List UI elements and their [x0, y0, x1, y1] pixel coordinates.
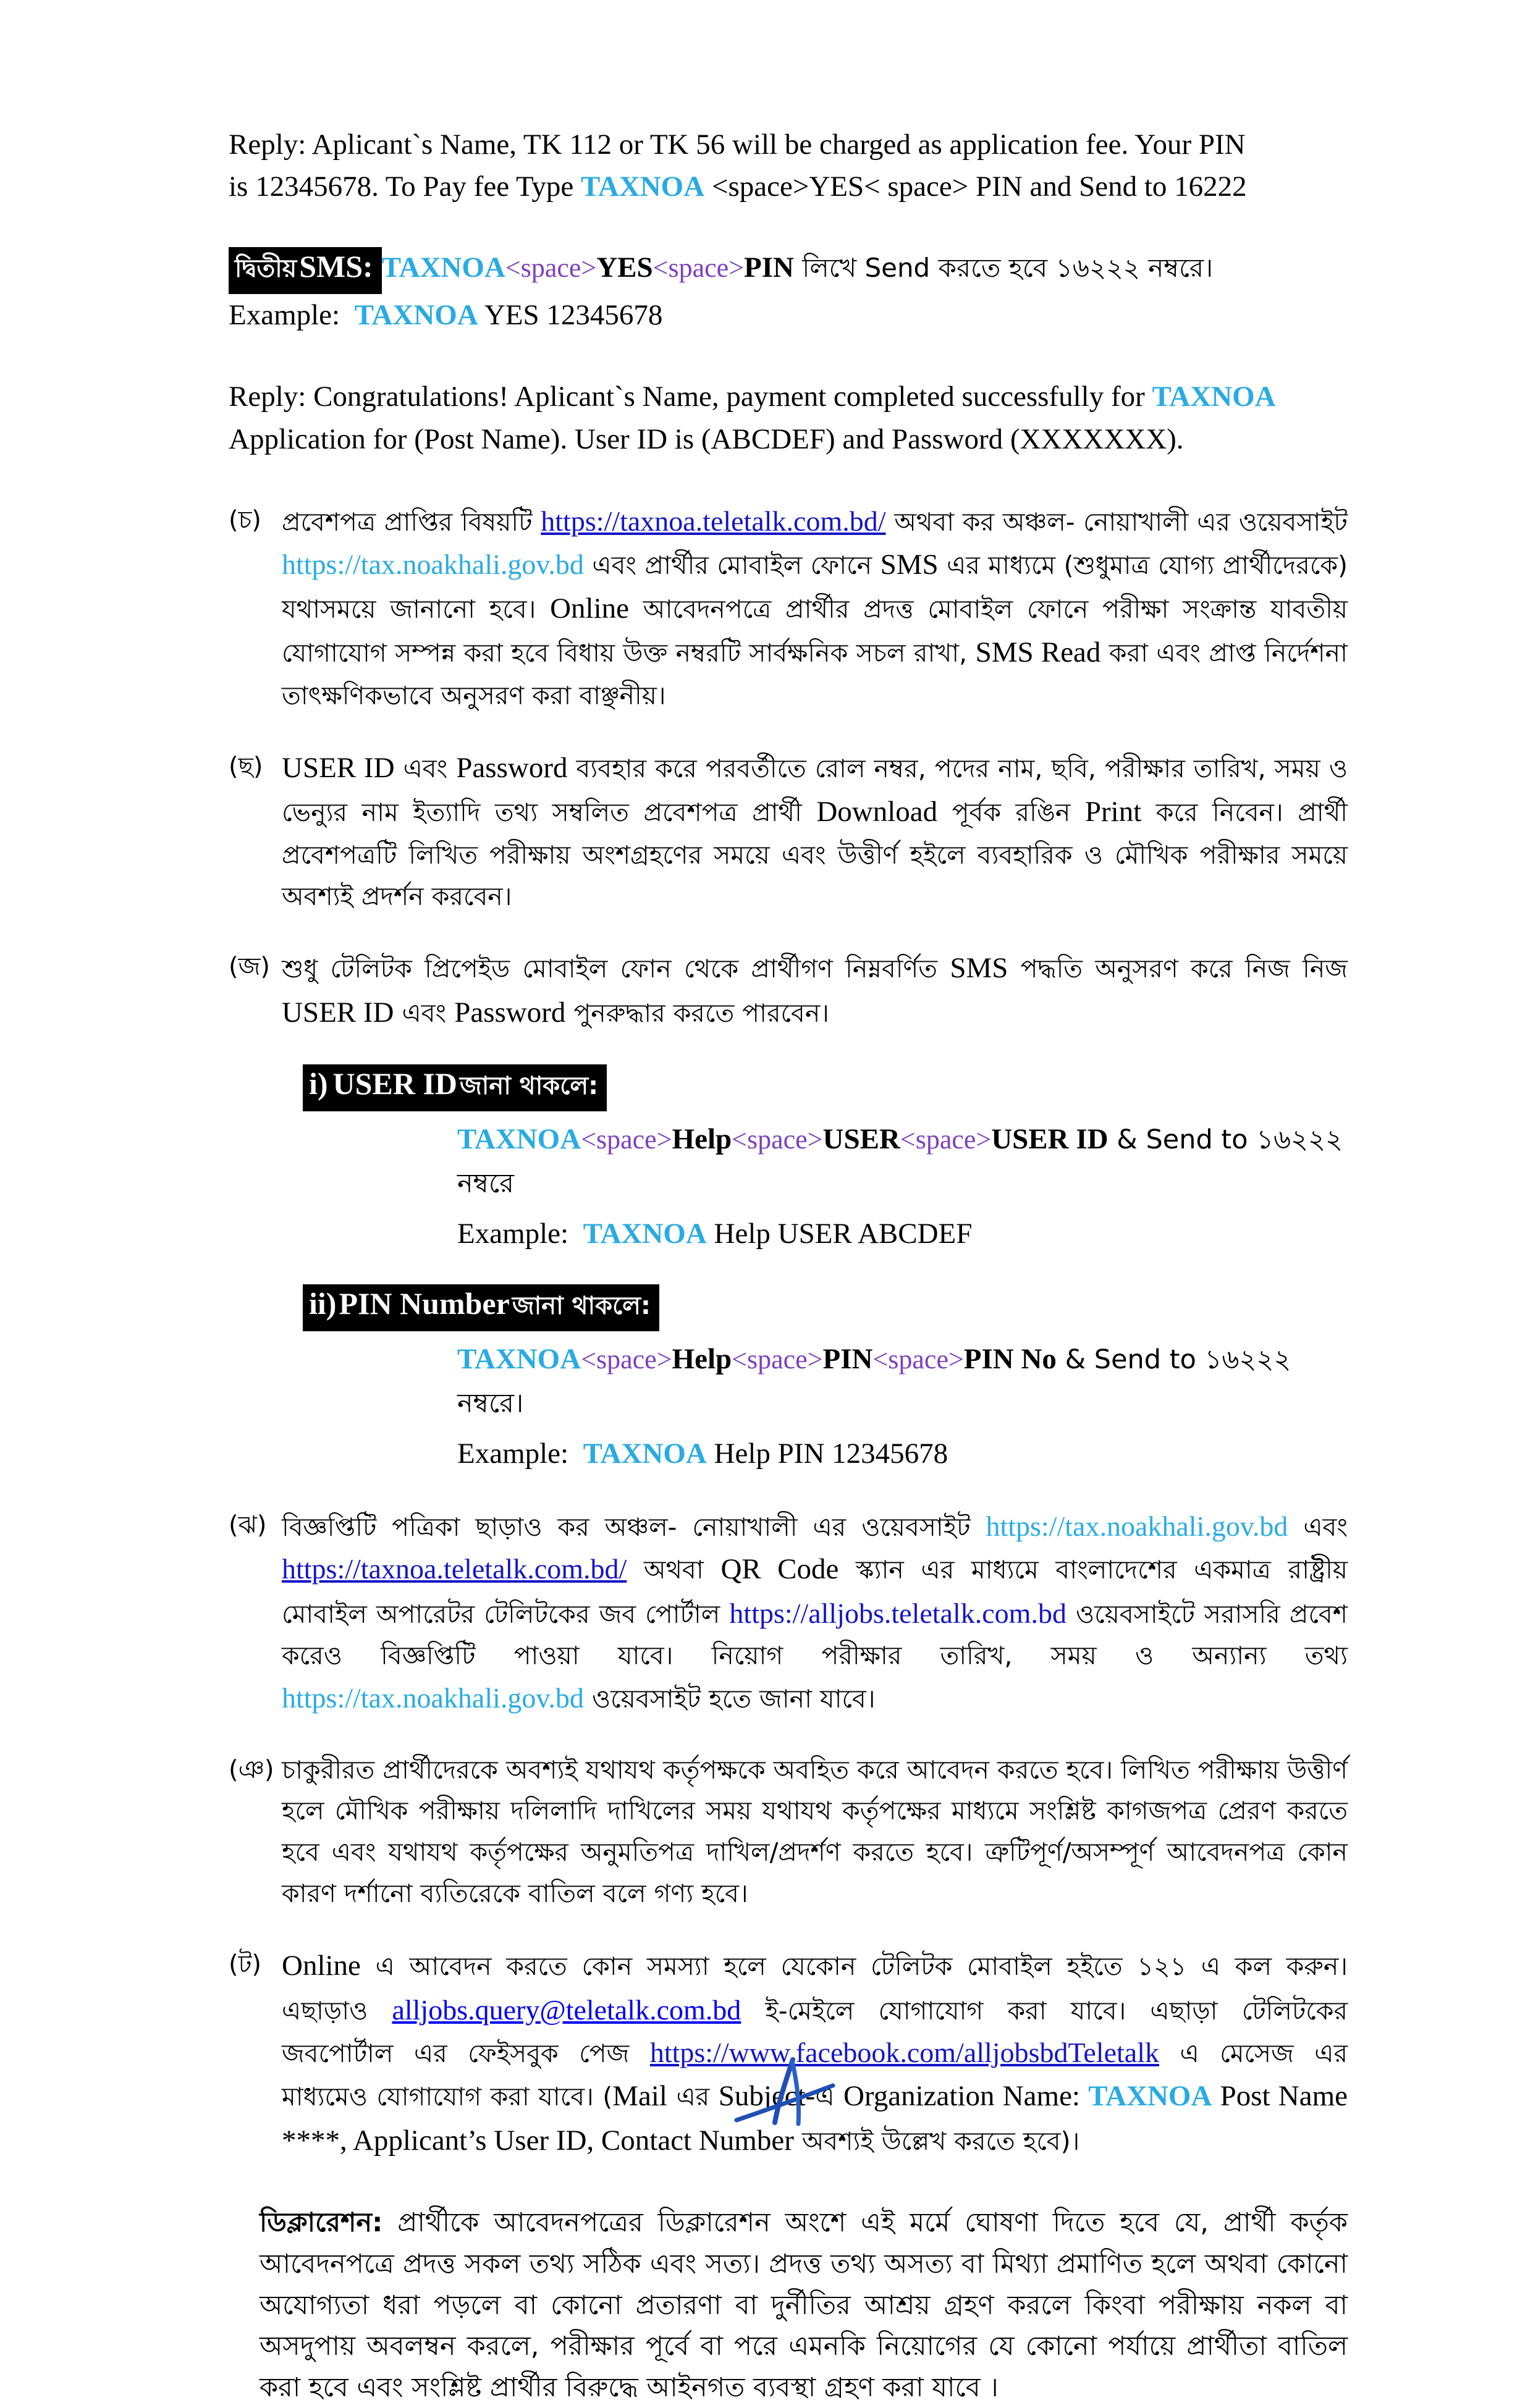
brand-taxnoa: TAXNOA — [581, 170, 705, 203]
text-bengali: ওয়েবসাইটে সরাসরি প্রবেশ করেও বিজ্ঞপ্তিটি পাওয়া যাবে। নিয়োগ পরীক্ষার তারিখ, সময় ও অন্যান্য তথ্য — [282, 1599, 1348, 1670]
paragraph-item — [229, 1749, 1348, 1915]
text-english: Password — [456, 751, 568, 784]
paragraph-item — [229, 746, 1348, 917]
recovery-user-id-user-keyword: USER — [822, 1123, 900, 1156]
top-reply-line-2 — [229, 166, 1348, 208]
hyperlink[interactable]: https://taxnoa.teletalk.com.bd/ — [541, 505, 886, 537]
paragraph-marker: (জ) — [229, 953, 270, 982]
payment-reply-line-1-prefix: Reply: Congratulations! Aplicant`s Name, payment completed successfully for — [229, 381, 1152, 413]
recovery-user-id-highlight — [303, 1064, 607, 1111]
second-sms-label-bn: দ্বিতীয় — [235, 255, 297, 284]
recovery-pin-number-space-2: <space> — [732, 1344, 823, 1375]
recovery-pin-number-pin-keyword: PIN — [822, 1343, 873, 1376]
text-bengali: অথবা — [627, 1555, 721, 1585]
text-english: Subject- — [718, 2080, 816, 2113]
payment-reply-brand: TAXNOA — [1152, 381, 1276, 413]
paragraph-group-1 — [229, 500, 1348, 1035]
text-english: Mail — [612, 2080, 667, 2113]
hyperlink[interactable]: https://tax.noakhali.gov.bd — [282, 548, 584, 580]
recovery-pin-number-brand: TAXNOA — [457, 1343, 581, 1376]
text-bengali: ওয়েবসাইট হতে জানা যাবে। — [583, 1683, 876, 1714]
hyperlink[interactable]: https://tax.noakhali.gov.bd — [986, 1510, 1288, 1542]
text-bengali: পদ্ধতি অনুসরণ করে নিজ নিজ — [1008, 954, 1348, 984]
text-bengali: করে নিবেন। প্রার্থী প্রবেশপত্রটি লিখিত পরীক্ষায় অংশগ্রহণের সময়ে এবং উত্তীর্ণ হইলে ব্যবহারিক ও মৌখিক পরীক্ষার সময়ে অবশ্যই প্রদর্শন করবেন। — [282, 798, 1348, 911]
recovery-user-id-tail: & Send to ১৬২২২ নম্বরে — [457, 1124, 1343, 1200]
text-bengali: এ মেসেজ এর মাধ্যমেও যোগাযোগ করা যাবে। ( — [282, 2039, 1348, 2112]
payment-reply-block — [229, 376, 1348, 460]
top-reply-line-1: Reply: Aplicant`s Name, TK 112 or TK 56 will be charged as application fee. Your PIN — [229, 128, 1246, 161]
text-bengali: এ আবেদন করতে কোন সমস্যা হলে যেকোন টেলিটক মোবাইল হইতে ১২১ এ কল করুন। এছাড়াও — [282, 1951, 1348, 2026]
recovery-user-id-example-brand: TAXNOA — [583, 1218, 707, 1250]
second-sms-label-en: SMS: — [299, 249, 373, 284]
payment-reply-line-2: Application for (Post Name). User ID is (ABCDEF) and Password (XXXXXXX). — [229, 423, 1184, 455]
paragraph-marker: (ছ) — [229, 752, 263, 781]
text-bengali: আবেদনপত্রে প্রার্থীর প্রদত্ত মোবাইল ফোনে পরীক্ষা সংক্রান্ত যাবতীয় যোগাযোগ সম্পন্ন করা হবে বিধায় উক্ত নম্বরটি সার্বক্ষনিক সচল রাখা, — [282, 594, 1348, 668]
page-signature-mark — [729, 2051, 840, 2137]
second-sms-example-row — [229, 294, 1348, 336]
recovery-user-id-brand: TAXNOA — [457, 1123, 581, 1156]
text-english: USER ID — [282, 996, 394, 1029]
recovery-pin-number-number: ii) — [309, 1286, 337, 1321]
payment-reply-line-1 — [229, 376, 1348, 418]
recovery-pin-number-title-en: PIN Number — [339, 1286, 510, 1321]
recovery-pin-number-example-brand: TAXNOA — [583, 1438, 707, 1470]
declaration-label: ডিক্লারেশন: — [260, 2207, 383, 2239]
text-bengali: শুধু টেলিটক প্রিপেইড মোবাইল ফোন থেকে প্রার্থীগণ নিম্নবর্ণিত — [282, 954, 950, 984]
recovery-user-id-syntax-line — [457, 1120, 1348, 1208]
recovery-user-id-title-bn: জানা থাকলে: — [460, 1072, 599, 1101]
recovery-pin-number-syntax-line — [457, 1340, 1348, 1428]
text-english: Print — [1084, 796, 1142, 828]
second-sms-example-rest: YES 12345678 — [484, 299, 663, 332]
paragraph-body — [282, 946, 1348, 1035]
text-english: Password — [454, 996, 566, 1029]
paragraph-item — [229, 946, 1348, 1035]
text-english: SMS — [880, 548, 939, 581]
top-reply-line-2-prefix: is 12345678. To Pay fee Type — [229, 170, 581, 203]
recovery-pin-number-block — [303, 1284, 1348, 1475]
text-bengali: এ — [815, 2082, 844, 2112]
recovery-user-id-title-en: USER ID — [332, 1066, 457, 1101]
text-english: Post Name ****, Applicant’s User ID, Contact Number — [282, 2080, 1348, 2157]
recovery-pin-number-title-bn: জানা থাকলে: — [512, 1292, 651, 1321]
top-reply-block — [229, 124, 1348, 208]
paragraph-body — [282, 1749, 1348, 1915]
text-english: Online — [550, 592, 629, 625]
recovery-user-id-number: i) — [309, 1066, 328, 1101]
text-bengali: এবং — [1288, 1512, 1348, 1542]
text-english: QR Code — [720, 1553, 839, 1586]
text-english: SMS Read — [975, 636, 1101, 669]
second-sms-space-token-1: <space> — [505, 253, 597, 284]
hyperlink[interactable]: https://taxnoa.teletalk.com.bd/ — [282, 1553, 627, 1585]
hyperlink[interactable]: https://alljobs.teletalk.com.bd — [729, 1597, 1066, 1629]
text-bengali: অথবা কর অঞ্চল- নোয়াখালী এর ওয়েবসাইট — [885, 507, 1348, 537]
paragraph-body — [282, 500, 1348, 717]
text-english: Online — [282, 1950, 361, 1982]
recovery-user-id-example-rest: Help USER ABCDEF — [714, 1218, 973, 1250]
second-sms-header-row — [229, 247, 1348, 294]
paragraph-marker: (ট) — [229, 1950, 262, 1979]
recovery-pin-number-header-row — [303, 1284, 1348, 1331]
top-reply-line-2-suffix: <space>YES< space> PIN and Send to 16222 — [704, 170, 1247, 203]
second-sms-example-label: Example: — [229, 299, 340, 332]
recovery-pin-number-help-keyword: Help — [672, 1343, 732, 1376]
text-bengali: অবশ্যই উল্লেখ করতে হবে)। — [793, 2126, 1080, 2156]
text-bengali: চাকুরীরত প্রার্থীদেরকে অবশ্যই যথাযথ কর্তৃপক্ষকে অবহিত করে আবেদন করতে হবে। লিখিত পরীক্ষায় উত্তীর্ণ হলে মৌখিক পরীক্ষায় দলিলাদি দাখিলের সময় যথাযথ কর্তৃপক্ষের মাধ্যমে সংশ্লিষ্ট কাগজপত্র প্রেরণ করতে হবে এবং যথাযথ কর্তৃপক্ষের অনুমতিপত্র দাখিল/প্রদর্শণ করতে হবে। ত্রুটিপূর্ণ/অসম্পূর্ণ আবেদনপত্র কোন কারণ দর্শানো ব্যতিরেকে বাতিল বলে গণ্য হবে। — [282, 1754, 1348, 1909]
recovery-user-id-header-row — [303, 1064, 1348, 1111]
recovery-pin-number-highlight — [303, 1284, 659, 1331]
text-bengali: এবং — [394, 753, 457, 783]
recovery-pin-number-space-1: <space> — [581, 1344, 672, 1375]
text-bengali: এর — [667, 2082, 719, 2112]
recovery-pin-number-example-label: Example: — [457, 1438, 569, 1470]
text-english: Organization Name: — [843, 2080, 1089, 2113]
declaration-block — [260, 2202, 1348, 2408]
paragraph-item — [229, 1505, 1348, 1720]
paragraph-marker: (চ) — [229, 505, 261, 534]
recovery-user-id-block — [303, 1064, 1348, 1255]
text-bengali: এর মাধ্যমে (শুধুমাত্র যোগ্য প্রার্থীদেরকে) যথাসময়ে জানানো হবে। — [282, 550, 1348, 625]
text-bengali: এবং প্রার্থীর মোবাইল ফোনে — [583, 550, 881, 580]
recovery-pin-number-example-line — [457, 1433, 1348, 1475]
text-bengali: ব্যবহার করে পরবর্তীতে রোল নম্বর, পদের নাম, ছবি, পরীক্ষার তারিখ, সময় ও ভেন্যুর নাম ইত্যাদি তথ্য সম্বলিত প্রবেশপত্র প্রার্থী — [282, 753, 1348, 828]
recovery-user-id-space-1: <space> — [581, 1124, 672, 1155]
recovery-user-id-space-2: <space> — [732, 1124, 823, 1155]
paragraph-body — [282, 1505, 1348, 1720]
recovery-pin-number-target: PIN No — [963, 1343, 1057, 1376]
recovery-pin-number-tail: & Send to ১৬২২২ নম্বরে। — [457, 1344, 1291, 1420]
declaration-text: প্রার্থীকে আবেদনপত্রের ডিক্লারেশন অংশে এই মর্মে ঘোষণা দিতে হবে যে, প্রার্থী কর্তৃক আবেদনপত্রে প্রদত্ত সকল তথ্য সঠিক এবং সত্য। প্রদত্ত তথ্য অসত্য বা মিথ্যা প্রমাণিত হলে অথবা কোনো অযোগ্যতা ধরা পড়লে বা কোনো প্রতারণা বা দুর্নীতির আশ্রয় গ্রহণ করলে কিংবা পরীক্ষায় নকল বা অসদুপায় অবলম্বন করলে, পরীক্ষার পূর্বে বা পরে এমনকি নিয়োগের যে কোনো পর্যায়ে প্রার্থীতা বাতিল করা হবে এবং সংশ্লিষ্ট প্রার্থীর বিরুদ্ধে আইনগত ব্যবস্থা গ্রহণ করা যাবে । — [260, 2207, 1348, 2403]
paragraph-item — [229, 500, 1348, 717]
recovery-user-id-target: USER ID — [991, 1123, 1109, 1156]
text-bengali: পূর্বক রঙিন — [937, 798, 1085, 828]
text-bengali: এবং — [394, 998, 455, 1028]
recovery-user-id-example-label: Example: — [457, 1218, 569, 1250]
brand-taxnoa: TAXNOA — [1088, 2080, 1212, 2113]
hyperlink[interactable]: https://tax.noakhali.gov.bd — [282, 1682, 584, 1714]
text-english: Download — [816, 796, 938, 828]
text-english: SMS — [950, 952, 1008, 985]
recovery-user-id-example-line — [457, 1213, 1348, 1255]
text-english: USER ID — [282, 751, 395, 784]
text-bengali: প্রবেশপত্র প্রাপ্তির বিষয়টি — [282, 507, 541, 537]
text-bengali: ই-মেইলে যোগাযোগ করা যাবে। এছাড়া টেলিটকের জবপোর্টাল এর ফেইসবুক পেজ — [282, 1995, 1348, 2069]
text-bengali: স্ক্যান এর মাধ্যমে বাংলাদেশের একমাত্র রাষ্ট্রীয় মোবাইল অপারেটর টেলিটকের জব পোর্টাল — [282, 1555, 1348, 1629]
recovery-pin-number-example-rest: Help PIN 12345678 — [714, 1438, 948, 1470]
second-sms-pin-keyword: PIN — [744, 251, 794, 284]
text-bengali: পুনরুদ্ধার করতে পারবেন। — [565, 998, 829, 1028]
second-sms-tail-bn: লিখে Send করতে হবে ১৬২২২ নম্বরে। — [793, 253, 1214, 284]
email-address[interactable]: alljobs.query@teletalk.com.bd — [392, 1993, 741, 2026]
recovery-pin-number-space-3: <space> — [872, 1344, 964, 1375]
second-sms-example-brand: TAXNOA — [354, 299, 478, 332]
paragraph-marker: (ঝ) — [229, 1510, 267, 1539]
second-sms-highlight — [229, 247, 382, 294]
second-sms-yes-keyword: YES — [596, 251, 653, 284]
paragraph-marker: (ঞ) — [229, 1755, 274, 1784]
recovery-user-id-help-keyword: Help — [672, 1123, 732, 1156]
second-sms-space-token-2: <space> — [652, 253, 745, 284]
paragraph-body — [282, 746, 1348, 917]
recovery-user-id-space-3: <space> — [900, 1124, 992, 1155]
text-bengali: করা এবং প্রাপ্ত নির্দেশনা তাৎক্ষণিকভাবে অনুসরণ করা বাঞ্ছনীয়। — [282, 638, 1348, 710]
text-bengali: বিজ্ঞপ্তিটি পত্রিকা ছাড়াও কর অঞ্চল- নোয়াখালী এর ওয়েবসাইট — [282, 1512, 986, 1542]
second-sms-brand: TAXNOA — [381, 251, 505, 284]
hyperlink[interactable]: https://www.facebook.com/alljobsbdTeletalk — [649, 2037, 1159, 2069]
